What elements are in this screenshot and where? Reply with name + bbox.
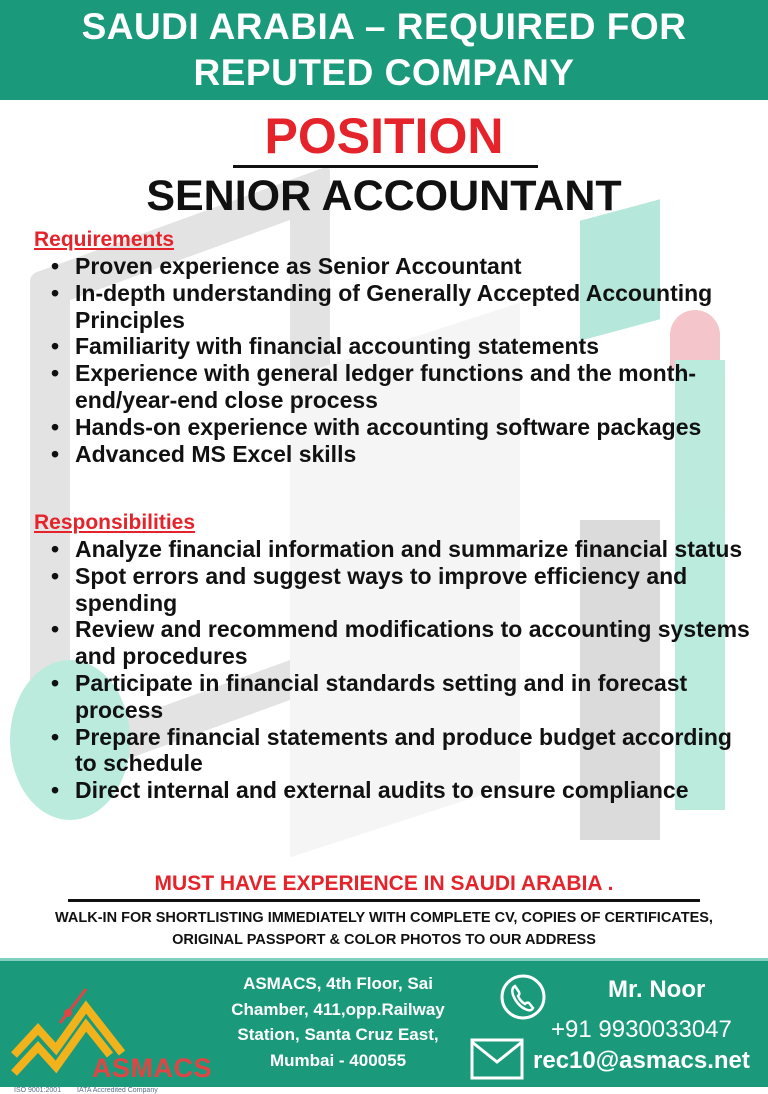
notice-divider bbox=[68, 899, 700, 902]
walk-in-line-2: ORIGINAL PASSPORT & COLOR PHOTOS TO OUR ADDRESS bbox=[172, 932, 596, 948]
position-divider bbox=[233, 165, 538, 168]
envelope-icon bbox=[470, 1038, 524, 1080]
header-line-2: REPUTED COMPANY bbox=[193, 52, 575, 93]
header-banner bbox=[0, 0, 768, 100]
company-logo bbox=[10, 983, 215, 1094]
company-address: ASMACS, 4th Floor, Sai Chamber, 411,opp.Railway Station, Santa Cruz East, Mumbai - 400055 bbox=[231, 974, 445, 1070]
list-item: • Prepare financial statements and produce budget according to schedule bbox=[45, 724, 760, 778]
contact-email[interactable]: rec10@asmacs.net bbox=[533, 1047, 750, 1074]
responsibilities-heading: Responsibilities bbox=[34, 511, 196, 534]
walk-in-instructions bbox=[0, 907, 768, 951]
header-line-1: SAUDI ARABIA – REQUIRED FOR bbox=[81, 6, 687, 47]
list-item: • Advanced MS Excel skills bbox=[45, 441, 760, 468]
list-item: • Proven experience as Senior Accountant bbox=[45, 253, 760, 280]
logo-subtitle: ISO 9001:2001 IATA Accredited Company bbox=[14, 1087, 158, 1094]
list-item: • Review and recommend modifications to accounting systems and procedures bbox=[45, 616, 760, 670]
footer bbox=[0, 958, 768, 1094]
list-item: • Familiarity with financial accounting statements bbox=[45, 333, 760, 360]
list-item: • Hands-on experience with accounting software packages bbox=[45, 414, 760, 441]
responsibilities-list bbox=[45, 536, 760, 804]
list-item: • Spot errors and suggest ways to improve efficiency and spending bbox=[45, 563, 760, 617]
list-item: • Direct internal and external audits to ensure compliance bbox=[45, 777, 760, 804]
requirements-heading: Requirements bbox=[34, 228, 175, 251]
list-item: • Experience with general ledger functions and the month-end/year-end close process bbox=[45, 360, 760, 414]
must-have-notice: MUST HAVE EXPERIENCE IN SAUDI ARABIA . bbox=[154, 872, 614, 895]
walk-in-line-1: WALK-IN FOR SHORTLISTING IMMEDIATELY WITH COMPLETE CV, COPIES OF CERTIFICATES, bbox=[55, 910, 713, 926]
position-label: POSITION bbox=[264, 108, 504, 164]
requirements-list bbox=[45, 253, 760, 467]
list-item: • In-depth understanding of Generally Accepted Accounting Principles bbox=[45, 280, 760, 334]
contact-name: Mr. Noor bbox=[608, 976, 706, 1003]
logo-wordmark: ASMACS bbox=[92, 1053, 213, 1083]
list-item: • Participate in financial standards setting and in forecast process bbox=[45, 670, 760, 724]
phone-icon bbox=[499, 973, 547, 1021]
list-item: • Analyze financial information and summarize financial status bbox=[45, 536, 760, 563]
job-title: SENIOR ACCOUNTANT bbox=[146, 172, 622, 220]
contact-phone[interactable]: +91 9930033047 bbox=[551, 1016, 732, 1043]
